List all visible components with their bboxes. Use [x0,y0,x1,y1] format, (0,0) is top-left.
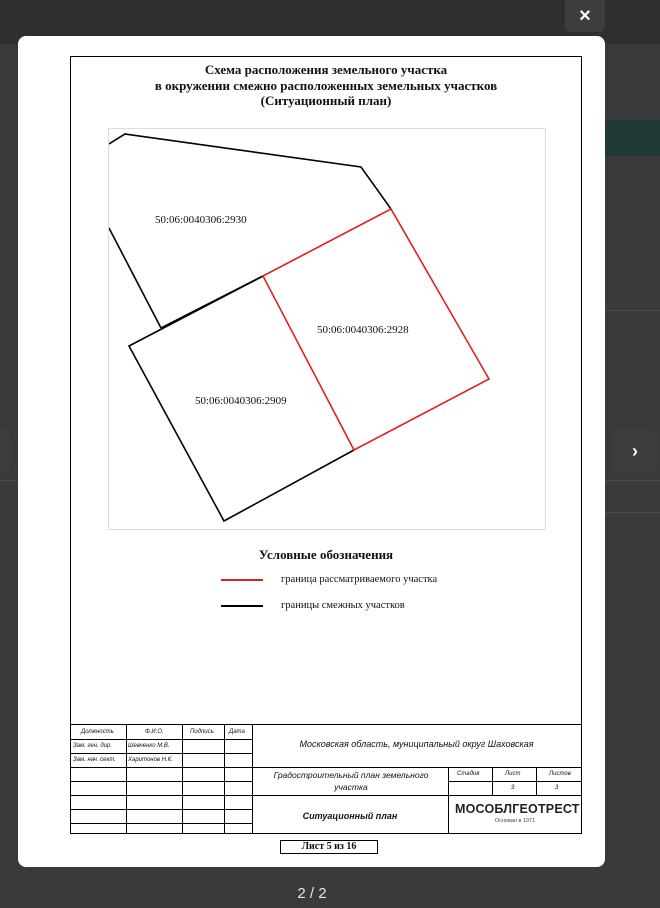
stamp-row-name: Шевченко М.В. [128,743,170,749]
bg-teal-block [605,120,660,156]
legend-label: граница рассматриваемого участка [281,574,438,585]
title-line-3: (Ситуационный план) [260,93,392,108]
bg-divider [605,480,660,481]
grid-line [182,725,183,834]
legend-black-line [221,605,263,607]
prev-button[interactable] [0,429,10,473]
grid-line [536,767,537,795]
stamp-region: Московская область, муниципальный округ Шаховская [299,739,534,749]
stamp-col-sheet: Лист [505,771,521,777]
next-button[interactable]: › [613,429,657,473]
parcel-label-2928: 50:06:0040306:2928 [317,324,409,336]
legend-item-subject [221,574,437,585]
stamp-sheet-value: 3 [511,785,515,791]
grid-line [71,809,252,810]
close-button[interactable]: × [565,0,605,32]
image-counter: 2 / 2 [297,885,327,902]
grid-line [252,795,581,796]
parcel-2930-boundary [109,134,391,209]
stamp-header-signature: Подпись [190,729,214,735]
legend-title: Условные обозначения [258,547,394,562]
stamp-section: Ситуационный план [302,811,398,821]
stamp-header-position: Должность [81,729,114,735]
image-viewer-modal [18,36,605,867]
grid-line [252,767,581,768]
stamp-col-stage: Стадия [457,771,480,777]
legend-label: границы смежных участков [281,600,405,611]
grid-line [492,767,493,795]
grid-line [224,725,225,834]
bg-divider [0,480,18,481]
stamp-header-name: Ф.И.О. [145,729,164,735]
bg-divider [605,310,660,311]
stamp-sheets-value: 3 [555,785,559,791]
grid-line [71,767,252,768]
title-line-1: Схема расположения земельного участка [204,62,448,77]
company-logo [455,802,580,824]
stamp-row-position: Зам. ген. дир. [73,743,112,749]
document-page [70,56,582,834]
stamp-row-name: Харитонов Н.К. [128,757,173,763]
document-title [71,62,581,109]
grid-line [71,795,252,796]
grid-line [71,823,252,824]
stamp-plan-name: Градостроительный план земельного участка [273,770,429,792]
parcel-map-svg [109,129,547,531]
grid-line [126,725,127,834]
title-line-2: в окружении смежно расположенных земельных участков [154,77,498,93]
sheet-number: Лист 5 из 16 [280,840,378,854]
company-name: МОСОБЛГЕОТРЕСТ [455,802,580,816]
parcel-label-2909: 50:06:0040306:2909 [195,395,287,407]
legend-item-adjacent [221,600,405,611]
bg-divider [605,512,660,513]
grid-line [448,767,449,834]
stamp-header-date: Дата [229,729,245,735]
situation-map [108,128,546,530]
grid-line [71,753,252,754]
legend-red-line [221,579,263,581]
stamp-row-position: Зам. нач. сект. [73,757,116,763]
parcel-2930-boundary-left [109,228,161,328]
grid-line [448,781,581,782]
company-sub: Основан в 1971 [494,818,536,824]
grid-line [71,781,252,782]
stamp-col-sheets: Листов [549,771,571,777]
parcel-label-2930: 50:06:0040306:2930 [155,214,247,226]
grid-line [71,739,252,740]
